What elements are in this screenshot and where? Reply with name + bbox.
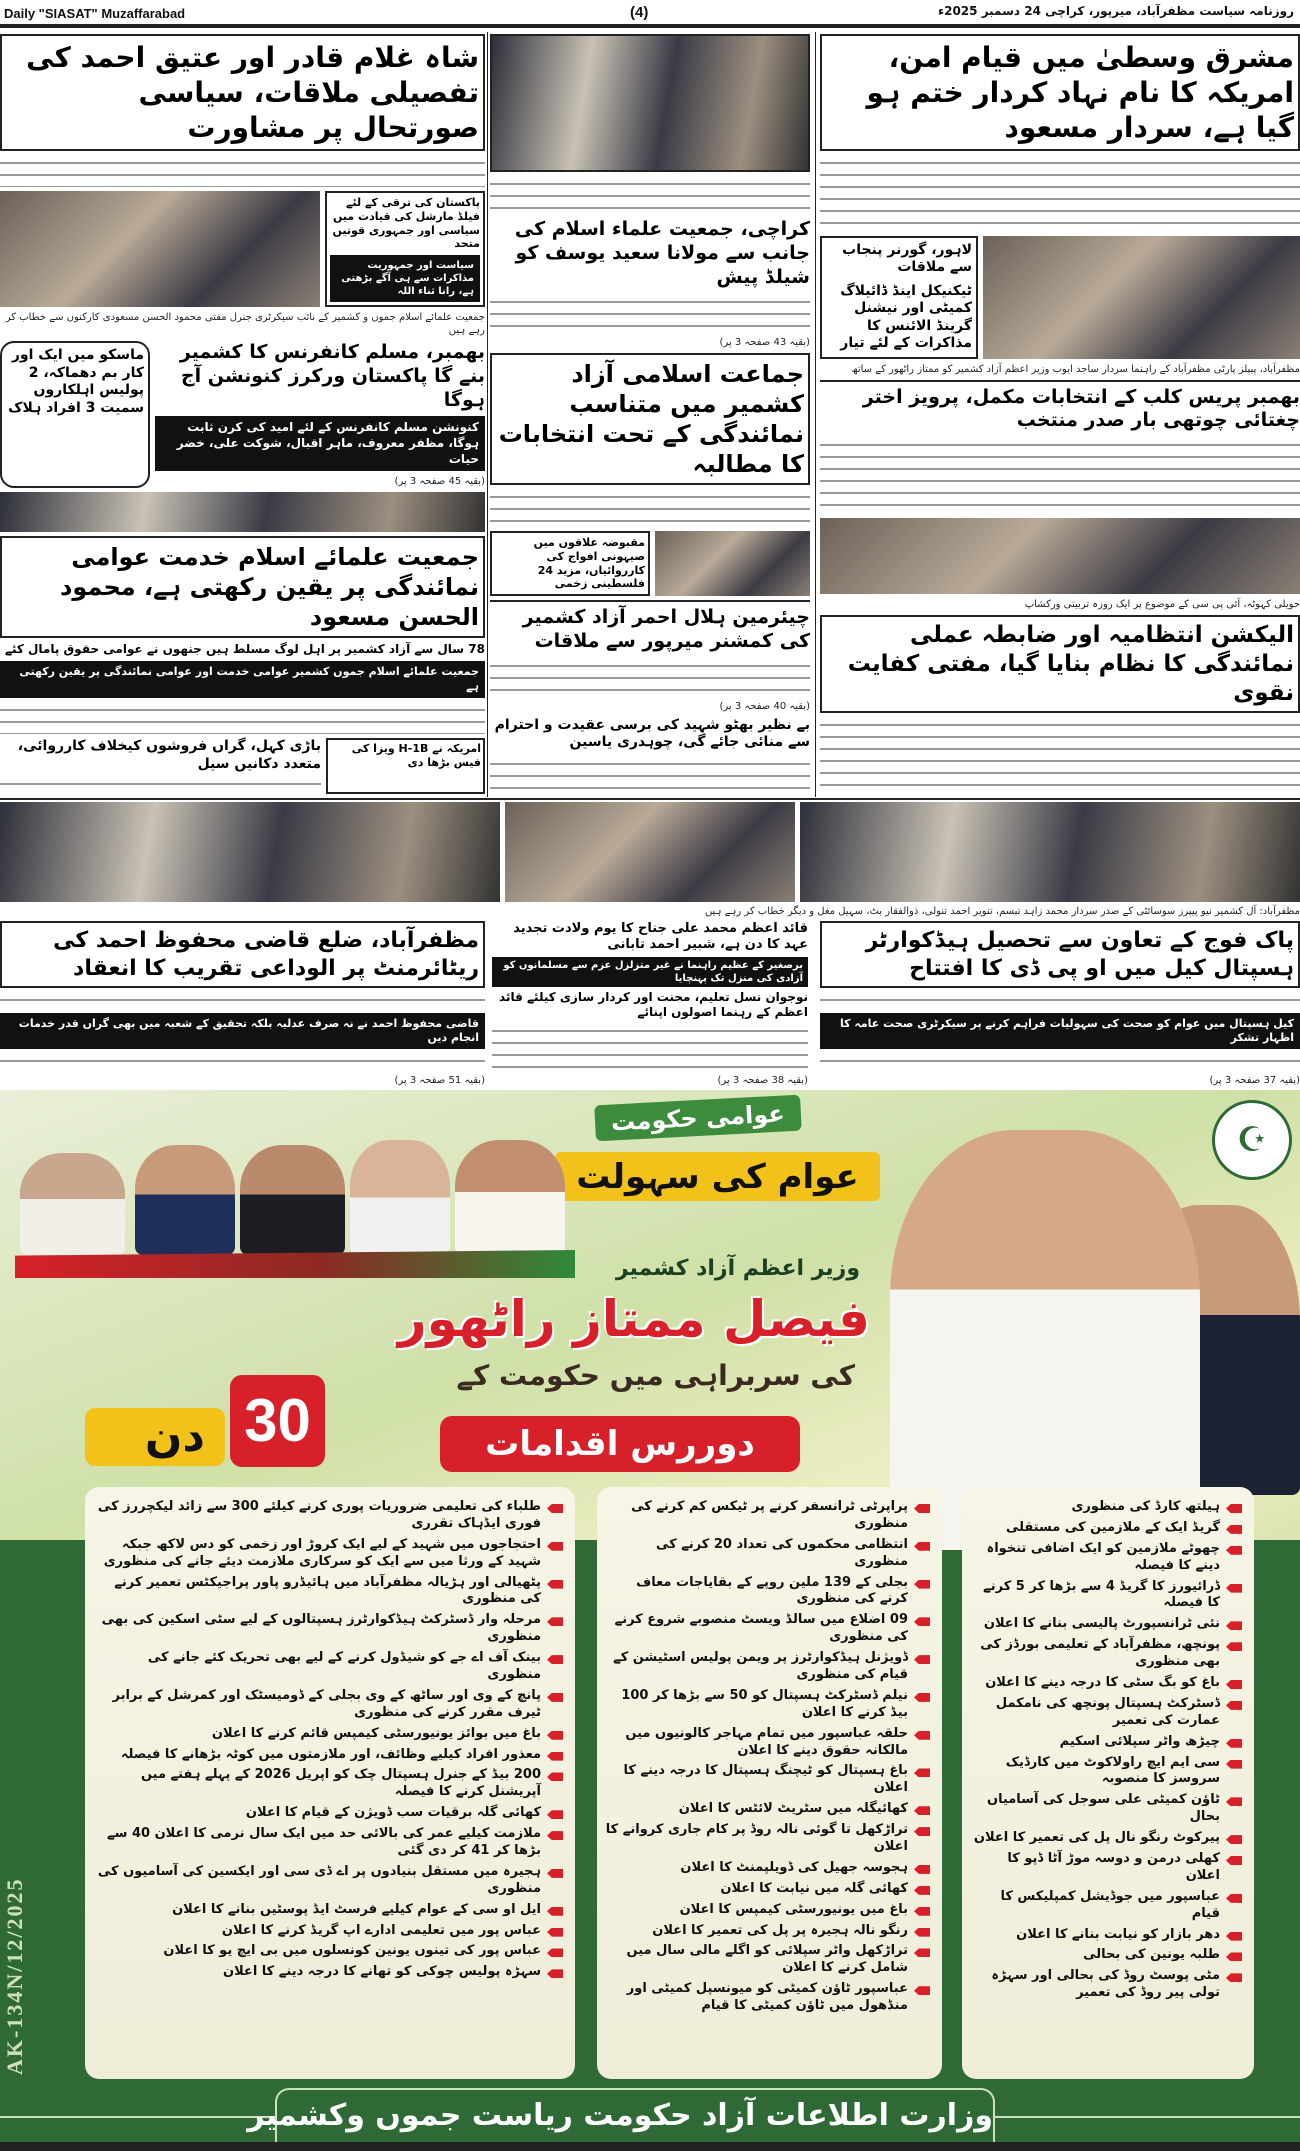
continued-note: (بقیہ 40 صفحہ 3 پر): [719, 700, 810, 712]
measure-item: [93, 1805, 563, 1822]
bullet-arrow-icon: [914, 1655, 930, 1664]
measure-text: عباسپور ٹاؤن کمیٹی کو میونسپل کمیٹی اور منڈھول میں ٹاؤن کمیٹی کا قیام: [626, 1981, 908, 2014]
bullet-arrow-icon: [547, 1580, 563, 1589]
measure-text: بجلی کے 139 ملین روپے کے بقایاجات معاف کرنے کی منظوری: [636, 1574, 908, 1607]
headline: باڑی کہل، گراں فروشوں کیخلاف کارروائی، متعدد دکانیں سیل: [17, 738, 321, 772]
bullet-arrow-icon: [1226, 1621, 1242, 1630]
box-text: مقبوضہ علاقوں میں صیہونی افواج کی کارروائیاں، مزید 24 فلسطینی زخمی: [533, 536, 645, 591]
measure-item: [970, 1579, 1242, 1613]
measure-item: [970, 1889, 1242, 1923]
measure-item: [93, 1612, 563, 1646]
measure-text: 09 اضلاع میں سالڈ ویسٹ منصوبے شروع کرنے کی منظوری: [614, 1612, 908, 1645]
measure-item: [605, 1763, 930, 1797]
measure-text: سہڑہ پولیس چوکی کو تھانے کا درجہ دینے کا اعلان: [222, 1964, 541, 1980]
bullet-arrow-icon: [547, 1969, 563, 1978]
headline: بھمبر، مسلم کانفرنس کا کشمیر بنے گا پاکستان ورکرز کنونشن آج ہوگا: [179, 341, 485, 411]
article-top-right-headline: [820, 34, 1300, 151]
headline: بے نظیر بھٹو شہید کی برسی عقیدت و احترام سے منائی جائے گی، چوہدری یاسین: [494, 716, 810, 751]
subheadline: 78 سال سے آزاد کشمیر پر اہل لوگ مسلط ہیں جنھوں نے عوامی حقوق پامال کئے: [4, 642, 485, 657]
bullet-arrow-icon: [1226, 1797, 1242, 1806]
masthead: [0, 0, 1300, 28]
news-photo: [655, 531, 810, 596]
measure-item: [970, 1734, 1242, 1751]
days-word: دن: [144, 1411, 205, 1462]
headline: جماعت اسلامی آزاد کشمیر میں متناسب نمائندگی کے تحت انتخابات کا مطالبہ: [498, 359, 804, 478]
bullet-arrow-icon: [914, 1504, 930, 1513]
mid-left-article: [155, 341, 485, 488]
measure-text: طلباء کی تعلیمی ضروریات پوری کرنے کیلئے 300 سے زائد لیکچررز کی فوری ایڈہاک تقرری: [97, 1499, 541, 1531]
measure-item: [970, 1499, 1242, 1516]
article-body-text: [0, 155, 485, 187]
bullet-arrow-icon: [914, 1731, 930, 1740]
side-box: [325, 191, 485, 307]
measure-item: [605, 1575, 930, 1609]
measure-item: [605, 1981, 930, 2015]
measure-item: [970, 1947, 1242, 1964]
page-bottom-rule: [0, 2142, 1300, 2151]
bullet-arrow-icon: [547, 1542, 563, 1551]
bullet-arrow-icon: [914, 1865, 930, 1874]
measure-item: [605, 1650, 930, 1684]
days-number: 30: [230, 1375, 325, 1467]
measure-item: [970, 1696, 1242, 1730]
article-body-text: [490, 489, 810, 527]
measure-item: [605, 1537, 930, 1571]
bullet-arrow-icon: [1226, 1760, 1242, 1769]
bullet-arrow-icon: [1226, 1952, 1242, 1961]
measure-item: [93, 1575, 563, 1609]
article-body-text: [0, 776, 321, 794]
issue-date: روزنامہ سیاست مظفرآباد، میرپور، کراچی 24 دسمبر 2025ء: [937, 4, 1294, 18]
news-bottom-middle: [492, 921, 808, 1087]
measure-text: باغ میں یونیورسٹی کیمپس کا اعلان: [679, 1901, 908, 1917]
bullet-arrow-icon: [914, 1617, 930, 1626]
measure-item: [93, 1826, 563, 1860]
bullet-arrow-icon: [1226, 1504, 1242, 1513]
measure-text: 200 بیڈ کے جنرل ہسپتال چک کو اپریل 2026 کے پہلے ہفتے میں آپریشنل کرنے کا فیصلہ: [140, 1767, 541, 1800]
page-number: (4): [630, 4, 649, 21]
headline: جمعیت علمائے اسلام خدمت عوامی نمائندگی پر یقین رکھتی ہے، محمود الحسن مسعود: [60, 543, 479, 632]
column-rule: [815, 32, 816, 797]
measure-text: ڈسٹرکٹ ہسپتال پونچھ کی نامکمل عمارت کی تعمیر: [995, 1695, 1220, 1728]
pm-title: وزیر اعظم آزاد کشمیر: [615, 1256, 860, 1281]
measure-item: [970, 1755, 1242, 1789]
measure-text: طلبہ یونین کی بحالی: [1083, 1947, 1220, 1963]
news-photo: [800, 802, 1300, 902]
ministry-footer: وزارت اطلاعات آزاد حکومت ریاست جموں وکشمیر: [275, 2088, 995, 2142]
measure-item: [93, 1688, 563, 1722]
measure-item: [605, 1860, 930, 1877]
low-left-article: [0, 738, 321, 794]
photo-caption: حویلی کہوٹہ، آئی پی سی کے موضوع پر ایک روزہ تربیتی ورکشاپ: [1024, 599, 1300, 611]
news-photo: [983, 236, 1300, 359]
measure-item: [605, 1943, 930, 1977]
bullet-arrow-icon: [914, 1693, 930, 1702]
news-bottom-left: [0, 921, 485, 1087]
bullet-arrow-icon: [547, 1655, 563, 1664]
bullet-arrow-icon: [914, 1827, 930, 1836]
subheadline: برصغیر کے عظیم راہنما نے غیر متزلزل عزم سے مسلمانوں کو آزادی کی منزل تک پہنچایا: [492, 957, 808, 987]
bullet-arrow-icon: [547, 1810, 563, 1819]
measure-text: باغ میں بوائز یونیورسٹی کیمپس قائم کرنے کا اعلان: [211, 1725, 541, 1741]
article-body-text: [820, 437, 1300, 514]
article-body-text: [490, 176, 810, 214]
bullet-arrow-icon: [914, 1948, 930, 1957]
box-text: امریکہ نے H-1B ویزا کی فیس بڑھا دی: [351, 742, 481, 769]
side-box: [326, 738, 485, 794]
measures-banner: دوررس اقدامات: [440, 1416, 800, 1472]
bullet-arrow-icon: [1226, 1584, 1242, 1593]
headline: پاک فوج کے تعاون سے تحصیل ہیڈکوارٹر ہسپتال کیل میں او پی ڈی کا افتتاح: [865, 928, 1294, 981]
news-photo: [820, 518, 1300, 595]
tag-public-government: عوامی حکومت: [594, 1095, 801, 1142]
bullet-arrow-icon: [914, 1986, 930, 1995]
article-body-text: [820, 1053, 1300, 1070]
measure-item: [93, 1726, 563, 1743]
bullet-arrow-icon: [914, 1768, 930, 1777]
side-box: [490, 531, 650, 596]
news-column-middle: [490, 34, 810, 794]
headline: بھمبر پریس کلب کے انتخابات مکمل، پرویز اختر چغتائی چوتھی بار صدر منتخب: [820, 380, 1300, 434]
measure-item: [93, 1767, 563, 1801]
measure-text: تراڑکھل تا گوئی نالہ روڈ پر کام جاری کروانے کا اعلان: [605, 1822, 908, 1855]
bullet-arrow-icon: [547, 1948, 563, 1957]
measure-item: [93, 1902, 563, 1919]
article-body-text: [492, 1023, 808, 1072]
measure-text: ایل او سی کے عوام کیلیے فرسٹ ایڈ پوسٹیں بنانے کا اعلان: [172, 1901, 541, 1917]
measure-item: [93, 1537, 563, 1571]
bullet-arrow-icon: [547, 1907, 563, 1916]
measure-text: مٹی پوسٹ روڈ کی بحالی اور سہڑہ تولی پیر روڈ کی تعمیر: [991, 1968, 1220, 2001]
photo-caption: مظفرآباد: آل کشمیر نیو پیپرز سوسائٹی کے صدر سردار محمد زاہد تبسم، تنویر احمد تنولی، ذوالفقار بٹ، سہیل مغل و دیگر خطاب کر رہے ہیں: [704, 906, 1300, 917]
news-photo: [0, 802, 500, 902]
measure-text: دھر بازار کو نیابت بنانے کا اعلان: [1016, 1926, 1220, 1942]
measure-text: احتجاجوں میں شہید کے لیے ایک کروڑ اور زخمی کو دس لاکھ جبکہ شہید کے ورثا میں سے ایک کو سرکاری ملازمت دیئے جانے کی منظوری: [103, 1536, 541, 1569]
measure-item: [605, 1499, 930, 1533]
measure-text: کھائیگلہ میں سٹریٹ لائٹس کا اعلان: [678, 1801, 908, 1817]
measure-item: [605, 1801, 930, 1818]
bullet-arrow-icon: [1226, 1642, 1242, 1651]
photo-caption: جمعیت علمائے اسلام جموں و کشمیر کے نائب سیکرٹری جنرل مفتی محمود الحسن مسعودی کارکنوں سے خطاب کر رہے ہیں: [5, 312, 485, 337]
bullet-arrow-icon: [547, 1693, 563, 1702]
subheadline: قاضی محفوظ احمد نے نہ صرف عدلیہ بلکہ تحقیق کے شعبہ میں بھی گراں قدر خدمات انجام دیں: [0, 1013, 485, 1050]
measure-item: [93, 1650, 563, 1684]
article-body-text: [490, 658, 810, 696]
bullet-arrow-icon: [914, 1806, 930, 1815]
measure-item: [93, 1964, 563, 1981]
measure-text: معذور افراد کیلیے وظائف، اور ملازمتوں میں کوٹہ بڑھانے کا فیصلہ: [120, 1746, 541, 1762]
bullet-arrow-icon: [547, 1831, 563, 1840]
headline: مظفرآباد، ضلع قاضی محفوظ احمد کی ریٹائرمنٹ پر الوداعی تقریب کا انعقاد: [53, 928, 479, 981]
news-photo: [490, 34, 810, 172]
measures-list-right: [962, 1487, 1254, 2079]
bullet-arrow-icon: [914, 1886, 930, 1895]
measure-item: [970, 1927, 1242, 1944]
headline: مشرق وسطیٰ میں قیام امن، امریکہ کا نام نہاد کردار ختم ہو گیا ہے، سردار مسعود: [866, 41, 1294, 144]
photo-caption: مظفرآباد، پیپلز پارٹی مظفرآباد کے راہنما سردار ساجد ایوب وزیر اعظم آزاد کشمیر کو ممتاز راٹھور کے ساتھ: [851, 363, 1300, 375]
continued-note: (بقیہ 43 صفحہ 3 پر): [719, 336, 810, 348]
government-advertisement: [0, 1090, 1300, 2142]
measure-item: [970, 1541, 1242, 1575]
measure-item: [93, 1864, 563, 1898]
box-title: لاہور، گورنر پنجاب سے ملاقات: [842, 241, 972, 276]
ad-code: AK-134N/12/2025: [2, 1877, 27, 2075]
measure-item: [605, 1923, 930, 1940]
measure-item: [970, 1851, 1242, 1885]
measure-item: [605, 1726, 930, 1760]
measure-item: [970, 1830, 1242, 1847]
measure-item: [970, 1520, 1242, 1537]
side-box: [0, 341, 150, 488]
measure-text: عباسپور میں جوڈیشل کمپلیکس کا قیام: [1000, 1888, 1220, 1921]
measure-text: انتظامی محکموں کی تعداد 20 کرنے کی منظوری: [655, 1536, 908, 1569]
paper-name: Daily "SIASAT" Muzaffarabad: [4, 6, 186, 21]
bullet-arrow-icon: [1226, 1856, 1242, 1865]
pm-name: فیصل ممتاز راٹھور: [397, 1290, 870, 1348]
measure-text: ہیلتھ کارڈ کی منظوری: [1071, 1499, 1220, 1514]
bullet-arrow-icon: [914, 1580, 930, 1589]
bullet-arrow-icon: [1226, 1835, 1242, 1844]
measure-item: [605, 1902, 930, 1919]
measure-text: پیرکوٹ رنگو نال پل کی تعمیر کا اعلان: [973, 1830, 1220, 1846]
bullet-arrow-icon: [1226, 1525, 1242, 1534]
article-low-right-headline: [820, 615, 1300, 713]
measure-text: چھوٹے ملازمین کو ایک اضافی تنخواہ دینے کا فیصلہ: [986, 1540, 1220, 1573]
measure-item: [970, 1675, 1242, 1692]
divider: [0, 798, 1300, 800]
article-body-text: [490, 756, 810, 794]
box-text: ٹیکنیکل اینڈ ڈائیلاگ کمیٹی اور نیشنل گرینڈ الائنس کا مذاکرات کے لئے تیار: [840, 282, 972, 352]
leadership-text: کی سربراہی میں حکومت کے: [456, 1359, 855, 1392]
headline: چیئرمین ہلال احمر آزاد کشمیر کی کمشنر میرپور سے ملاقات: [490, 600, 810, 654]
column-rule: [487, 32, 488, 797]
measure-text: حلقہ عباسپور میں تمام مہاجر کالونیوں میں مالکانہ حقوق دینے کا اعلان: [625, 1725, 908, 1758]
bullet-arrow-icon: [1226, 1894, 1242, 1903]
measure-item: [970, 1968, 1242, 2002]
measure-text: عباس پور میں تعلیمی ادارے اپ گریڈ کرنے کا اعلان: [221, 1922, 541, 1938]
measure-text: رنگو نالہ ہجیرہ پر پل کی تعمیر کا اعلان: [652, 1922, 908, 1938]
measure-text: گریڈ ایک کے ملازمین کی مستقلی: [1005, 1519, 1220, 1535]
measure-item: [605, 1881, 930, 1898]
article-mid-middle-headline: [490, 353, 810, 485]
low-left-row: [0, 738, 485, 794]
bullet-arrow-icon: [914, 1542, 930, 1551]
bullet-arrow-icon: [547, 1617, 563, 1626]
measure-text: کھلی درمن و دوسہ موڑ آٹا ڈپو کا اعلان: [1007, 1851, 1220, 1883]
article-body-text: [820, 155, 1300, 232]
continued-note: (بقیہ 45 صفحہ 3 پر): [394, 476, 485, 488]
measure-item: [93, 1943, 563, 1960]
article-bottom-right-headline: [820, 921, 1300, 988]
photo-row: [0, 191, 485, 307]
measure-text: چیڑھ واٹر سپلائی اسکیم: [1059, 1733, 1220, 1749]
bullet-arrow-icon: [1226, 1680, 1242, 1689]
measure-text: ہجیرہ میں مستقل بنیادوں پر اے ڈی سی اور ایکسین کی آسامیوں کی منظوری: [97, 1863, 541, 1896]
measure-item: [970, 1616, 1242, 1633]
measure-text: باغ ہسپتال کو ٹیچنگ ہسپتال کا درجہ دینے کا اعلان: [623, 1763, 908, 1796]
measure-text: بینک آف اے جے کو شیڈول کرنے کے لیے بھی تحریک کئے جانے کی منظوری: [147, 1650, 541, 1683]
measure-text: عباس پور کی تینوں یونین کونسلوں میں بی ایچ یو کا اعلان: [163, 1943, 541, 1959]
subheadline: کنونشن مسلم کانفرنس کے لئے امید کی کرن ثابت ہوگا، مظفر معروف، ماہر اقبال، شوکت علی، خضر حیات: [155, 416, 485, 471]
photo-row: [820, 236, 1300, 359]
measure-text: کھائی گلہ برقیات سب ڈویژن کے قیام کا اعلان: [245, 1805, 541, 1821]
bullet-arrow-icon: [547, 1772, 563, 1781]
box-text: ماسکو میں ایک اور کار بم دھماکہ، 2 پولیس اہلکاروں سمیت 3 افراد ہلاک: [8, 347, 144, 416]
measure-item: [93, 1747, 563, 1764]
bullet-arrow-icon: [1226, 1932, 1242, 1941]
measure-item: [605, 1688, 930, 1722]
measure-item: [970, 1637, 1242, 1671]
continued-note: (بقیہ 51 صفحہ 3 پر): [394, 1075, 485, 1086]
article-body-text: [820, 717, 1300, 794]
leaders-photo-group: [20, 1135, 570, 1255]
measure-item: [93, 1923, 563, 1940]
bullet-arrow-icon: [1226, 1739, 1242, 1748]
measure-text: سی ایم ایچ راولاکوٹ میں کارڈیک سروسز کا منصوبہ: [1005, 1754, 1220, 1787]
bullet-arrow-icon: [547, 1504, 563, 1513]
article-body-text: [0, 992, 485, 1009]
mid-middle-row: [490, 531, 810, 596]
continued-note: (بقیہ 38 صفحہ 3 پر): [717, 1075, 808, 1086]
bullet-arrow-icon: [1226, 1973, 1242, 1982]
subheadline: جمعیت علمائے اسلام جموں کشمیر عوامی خدمت اور عوامی نمائندگی پر یقین رکھتی ہے: [0, 661, 485, 698]
box-subtext: سیاست اور جمہوریت مذاکرات سے ہی آگے بڑھتی ہے، رانا ثناء اللہ: [330, 255, 480, 302]
measure-text: ڈرائیورز کا گریڈ 4 سے بڑھا کر 5 کرنے کا فیصلہ: [983, 1578, 1220, 1611]
measure-text: پراپرٹی ٹرانسفر کرنے پر ٹیکس کم کرنے کی منظوری: [631, 1499, 908, 1531]
article-body-text: [0, 702, 485, 734]
measure-text: ڈویژنل ہیڈکوارٹرز پر ویمن پولیس اسٹیشن کے قیام کی منظوری: [613, 1650, 908, 1683]
box-text: پاکستان کی ترقی کے لئے فیلڈ مارشل کی قیادت میں سیاسی اور جمہوری قوتیں متحد: [332, 196, 480, 251]
article-body-text: [0, 1053, 485, 1070]
subheadline: کیل ہسپتال میں عوام کو صحت کی سہولیات فراہم کرنے پر سیکرٹری صحت عامہ کا اظہار تشکر: [820, 1013, 1300, 1050]
bullet-arrow-icon: [914, 1928, 930, 1937]
bullet-arrow-icon: [1226, 1701, 1242, 1710]
bullet-arrow-icon: [547, 1869, 563, 1878]
bullet-arrow-icon: [1226, 1546, 1242, 1555]
bullet-arrow-icon: [914, 1907, 930, 1916]
news-photo: [0, 492, 485, 532]
side-box: [820, 236, 978, 359]
measure-text: ٹاؤن کمیٹی علی سوجل کی آسامیاں بحال: [986, 1792, 1220, 1825]
measure-item: [605, 1612, 930, 1646]
measure-text: مرحلہ وار ڈسٹرکٹ ہیڈکوارٹرز ہسپتالوں کے لیے سٹی اسکین کی بھی منظوری: [101, 1612, 541, 1645]
news-column-left: [0, 34, 485, 794]
news-photo: [505, 802, 795, 902]
measure-text: پانچ کے وی اور ساٹھ کے وی بجلی کے ڈومیسٹک اور کمرشل کے برابر ٹیرف مقرر کرنے کی منظوری: [112, 1687, 541, 1720]
measure-text: ملازمت کیلیے عمر کی بالائی حد میں ایک سال نرمی کا اعلان 40 سے بڑھا کر 41 کر دی گئی: [107, 1826, 541, 1859]
mid-left-row: [0, 341, 485, 488]
news-photo: [0, 191, 320, 307]
bullet-arrow-icon: [547, 1731, 563, 1740]
subheadline: نوجوان نسل تعلیم، محنت اور کردار سازی کیلئے قائد اعظم کے رہنما اصولوں اپنائے: [499, 989, 808, 1019]
article-body-text: [490, 294, 810, 332]
bullet-arrow-icon: [547, 1752, 563, 1761]
measure-text: باغ کو بگ سٹی کا درجہ دینے کا اعلان: [985, 1675, 1220, 1691]
article-bottom-left-headline: [0, 921, 485, 988]
news-column-right: [820, 34, 1300, 794]
news-bottom-right: [820, 921, 1300, 1087]
measure-text: پٹھیالی اور ہڑیالہ مظفرآباد میں ہائیڈرو پاور پراجیکٹس تعمیر کرنے کی منظوری: [114, 1574, 541, 1607]
headline: کراچی، جمعیت علماء اسلام کی جانب سے مولانا سعید یوسف کو شیلڈ پیش: [514, 218, 810, 288]
article-body-text: [820, 992, 1300, 1009]
measure-item: [970, 1792, 1242, 1826]
measure-item: [605, 1822, 930, 1856]
measure-text: پونچھ، مظفرآباد کے تعلیمی بورڈز کی بھی منظوری: [980, 1637, 1220, 1670]
measure-text: تراڑکھل واٹر سپلائی کو اگلے مالی سال میں شامل کرنے کا اعلان: [626, 1943, 908, 1976]
measure-text: کھائی گلہ میں نیابت کا اعلان: [720, 1880, 908, 1896]
headline: قائد اعظم محمد علی جناح کا یوم ولادت تجدید عہد کا دن ہے، شبیر احمد تابانی: [513, 921, 808, 953]
measures-list-middle: [597, 1487, 942, 2079]
measures-list-left: [85, 1487, 575, 2079]
article-low-left-headline: [0, 536, 485, 638]
article-top-left-headline: [0, 34, 485, 151]
measure-text: نئی ٹرانسپورٹ پالیسی بنانے کا اعلان: [983, 1616, 1220, 1632]
continued-note: (بقیہ 37 صفحہ 3 پر): [1209, 1075, 1300, 1086]
tag-public-facility: عوام کی سہولت: [555, 1152, 880, 1201]
headline: الیکشن انتظامیہ اور ضابطہ عملی نمائندگی کا نظام بنایا گیا، مفتی کفایت نقوی: [847, 622, 1294, 706]
ajk-emblem-icon: ☪: [1212, 1100, 1292, 1180]
measure-text: نیلم ڈسٹرکٹ ہسپتال کو 50 سے بڑھا کر 100 بیڈ کرنے کا اعلان: [621, 1687, 908, 1720]
measure-text: ہجوسہ جھیل کی ڈویلپمنٹ کا اعلان: [680, 1859, 908, 1875]
measure-item: [93, 1499, 563, 1533]
bullet-arrow-icon: [547, 1928, 563, 1937]
headline: شاہ غلام قادر اور عتیق احمد کی تفصیلی ملاقات، سیاسی صورتحال پر مشاورت: [26, 41, 479, 144]
